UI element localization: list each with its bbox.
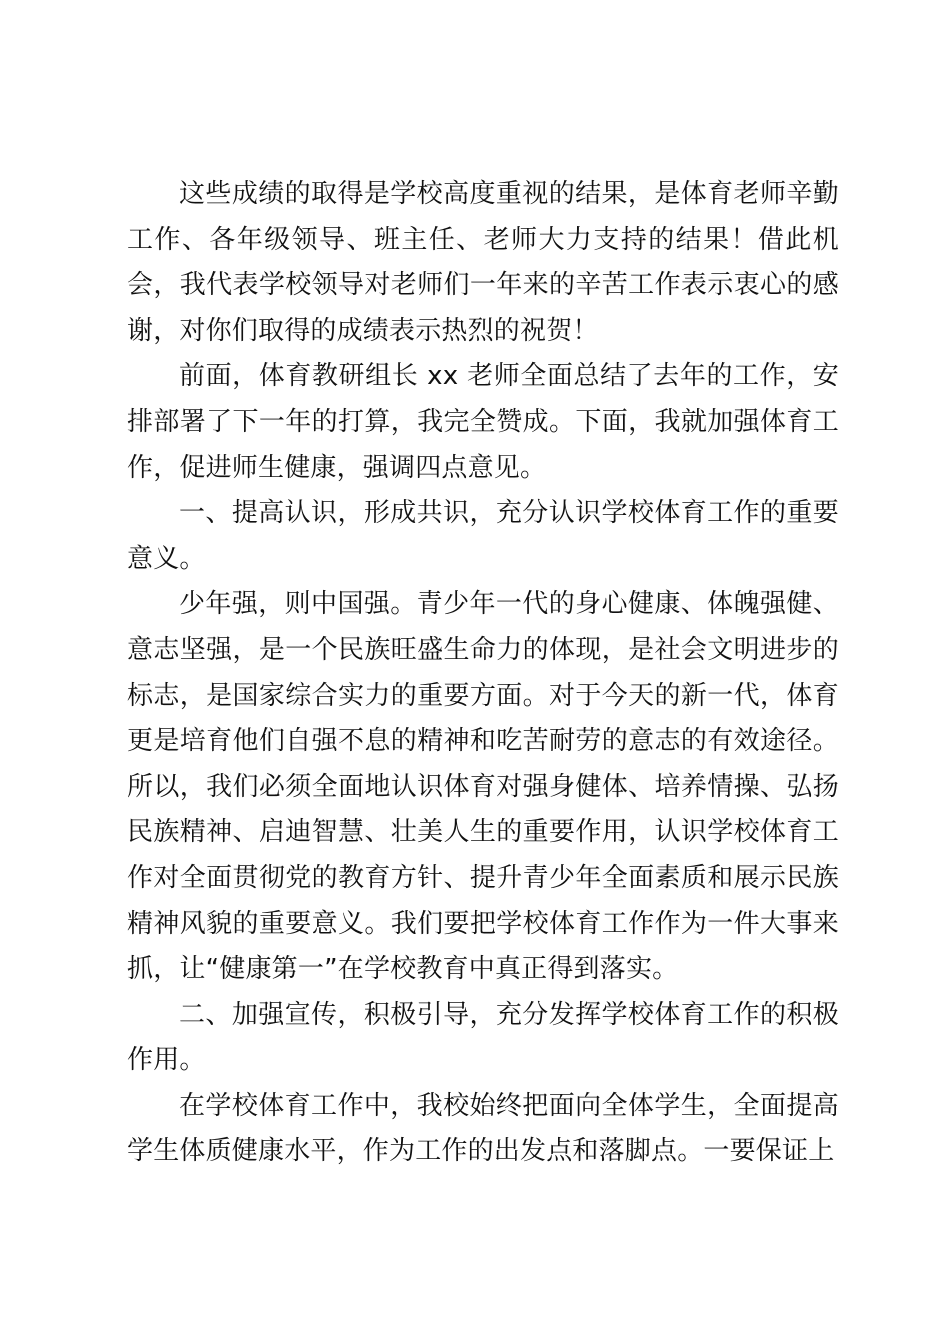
section-heading-1: 一、提高认识，形成共识，充分认识学校体育工作的重要意义。: [127, 498, 839, 574]
paragraph-section-2: 在学校体育工作中，我校始终把面向全体学生，全面提高学生体质健康水平，作为工作的出发点和落脚点。一要保证上: [127, 1090, 839, 1167]
document-body: [127, 172, 839, 1175]
section-heading-2: 二、加强宣传，积极引导，充分发挥学校体育工作的积极作用。: [127, 999, 839, 1076]
paragraph-thanks: 这些成绩的取得是学校高度重视的结果，是体育老师辛勤工作、各年级领导、班主任、老师大力支持的结果！借此机会，我代表学校领导对老师们一年来的辛苦工作表示衷心的感谢，对你们取得的成绩表示热烈的祝贺！: [127, 179, 839, 346]
paragraph-section-1: 少年强，则中国强。青少年一代的身心健康、体魄强健、意志坚强，是一个民族旺盛生命力的体现，是社会文明进步的标志，是国家综合实力的重要方面。对于今天的新一代，体育更是培育他们自强不息的精神和吃苦耐劳的意志的有效途径。所以，我们必须全面地认识体育对强身健体、培养情操、弘扬民族精神、启迪智慧、壮美人生的重要作用，认识学校体育工作对全面贯彻党的教育方针、提升青少年全面素质和展示民族精神风貌的重要意义。我们要把学校体育工作作为一件大事来抓，让“健康第一”在学校教育中真正得到落实。: [127, 589, 839, 985]
paragraph-introduction: 前面，体育教研组长 xx 老师全面总结了去年的工作，安排部署了下一年的打算，我完全赞成。下面，我就加强体育工作，促进师生健康，强调四点意见。: [127, 361, 839, 483]
